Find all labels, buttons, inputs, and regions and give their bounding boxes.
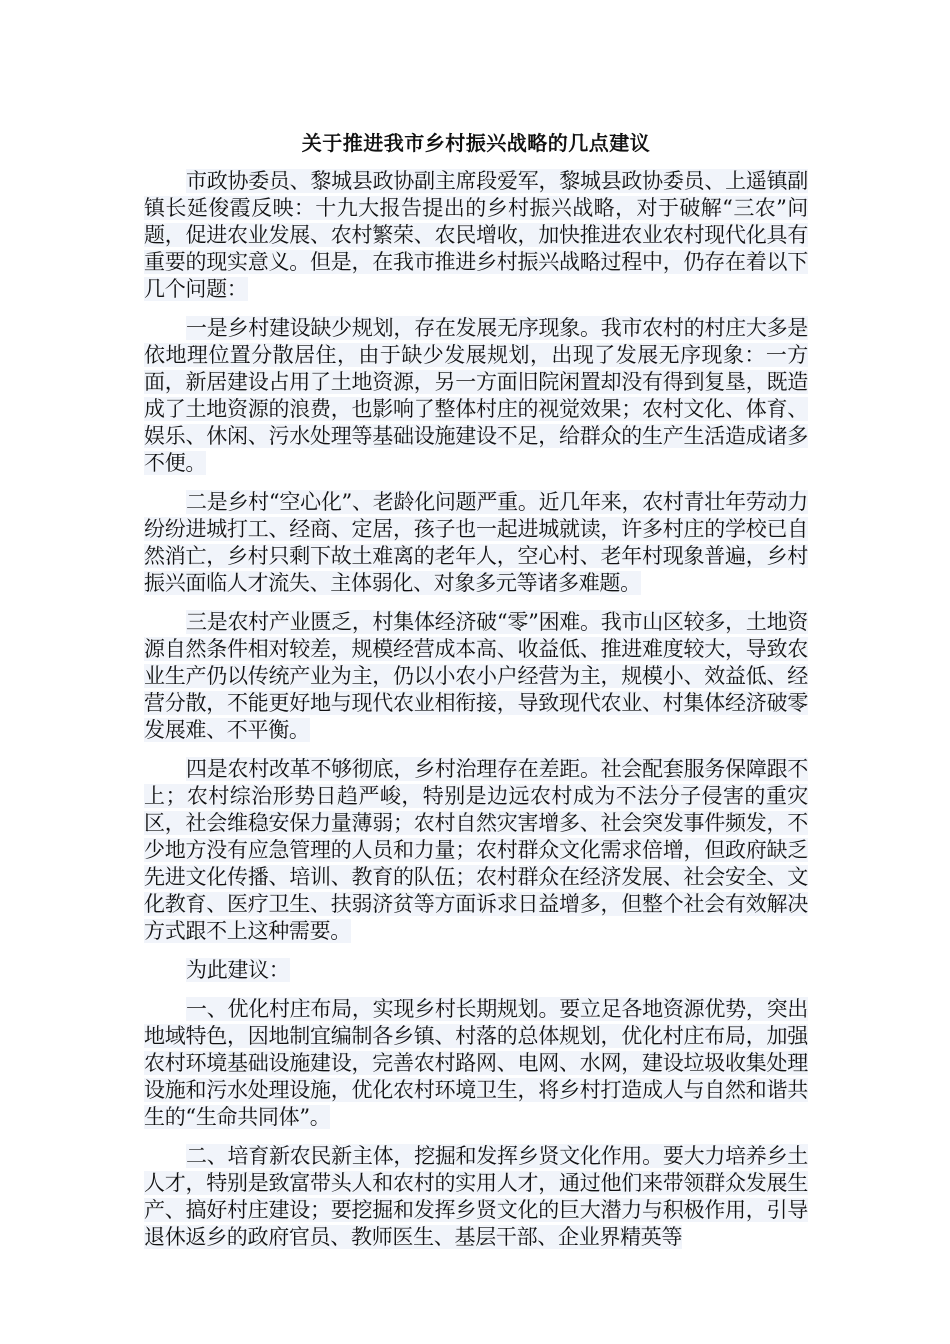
paragraph-text: 三是农村产业匮乏，村集体经济破“零”困难。我市山区较多，土地资源自然条件相对较差，规模经营成本高、收益低、推进难度较大，导致农业生产仍以传统产业为主，仍以小农小户经营为主，规模小、效益低、经营分散，不能更好地与现代农业相衔接，导致现代农业、村集体经济破零发展难、不平衡。 [144,610,808,742]
paragraph-problem-2 [144,489,808,597]
paragraph-text: 一、优化村庄布局，实现乡村长期规划。要立足各地资源优势，突出地域特色，因地制宜编制各乡镇、村落的总体规划，优化村庄布局，加强农村环境基础设施建设，完善农村路网、电网、水网，建设垃圾收集处理设施和污水处理设施，优化农村环境卫生，将乡村打造成人与自然和谐共生的“生命共同体”。 [144,997,808,1129]
paragraph-text: 市政协委员、黎城县政协副主席段爱军，黎城县政协委员、上遥镇副镇长延俊霞反映：十九大报告提出的乡村振兴战略，对于破解“三农”问题，促进农业发展、农村繁荣、农民增收，加快推进农业农村现代化具有重要的现实意义。但是，在我市推进乡村振兴战略过程中，仍存在着以下几个问题： [144,169,808,301]
paragraph-text: 二、培育新农民新主体，挖掘和发挥乡贤文化作用。要大力培养乡土人才，特别是致富带头人和农村的实用人才，通过他们来带领群众发展生产、搞好村庄建设；要挖掘和发挥乡贤文化的巨大潜力与积极作用，引导退休返乡的政府官员、教师医生、基层干部、企业界精英等 [144,1144,808,1249]
paragraph-problem-3 [144,609,808,744]
document-page [144,128,808,1263]
paragraph-text: 四是农村改革不够彻底，乡村治理存在差距。社会配套服务保障跟不上；农村综治形势日趋严峻，特别是边远农村成为不法分子侵害的重灾区，社会维稳安保力量薄弱；农村自然灾害增多、社会突发事件频发，不少地方没有应急管理的人员和力量；农村群众文化需求倍增，但政府缺乏先进文化传播、培训、教育的队伍；农村群众在经济发展、社会安全、文化教育、医疗卫生、扶弱济贫等方面诉求日益增多，但整个社会有效解决方式跟不上这种需要。 [144,757,808,943]
paragraph-intro [144,168,808,303]
paragraph-suggestion-1 [144,996,808,1131]
paragraph-text: 一是乡村建设缺少规划，存在发展无序现象。我市农村的村庄大多是依地理位置分散居住，由于缺少发展规划，出现了发展无序现象：一方面，新居建设占用了土地资源，另一方面旧院闲置却没有得到复垦，既造成了土地资源的浪费，也影响了整体村庄的视觉效果；农村文化、体育、娱乐、休闲、污水处理等基础设施建设不足，给群众的生产生活造成诸多不便。 [144,316,808,475]
paragraph-suggestion-2 [144,1143,808,1251]
paragraph-text: 二是乡村“空心化”、老龄化问题严重。近几年来，农村青壮年劳动力纷纷进城打工、经商、定居，孩子也一起进城就读，许多村庄的学校已自然消亡，乡村只剩下故土难离的老年人，空心村、老年村现象普遍，乡村振兴面临人才流失、主体弱化、对象多元等诸多难题。 [144,490,808,595]
document-title: 关于推进我市乡村振兴战略的几点建议 [301,131,651,155]
paragraph-text: 为此建议： [186,958,290,982]
paragraph-suggestion-intro [144,957,808,984]
paragraph-problem-1 [144,315,808,477]
paragraph-problem-4 [144,756,808,945]
